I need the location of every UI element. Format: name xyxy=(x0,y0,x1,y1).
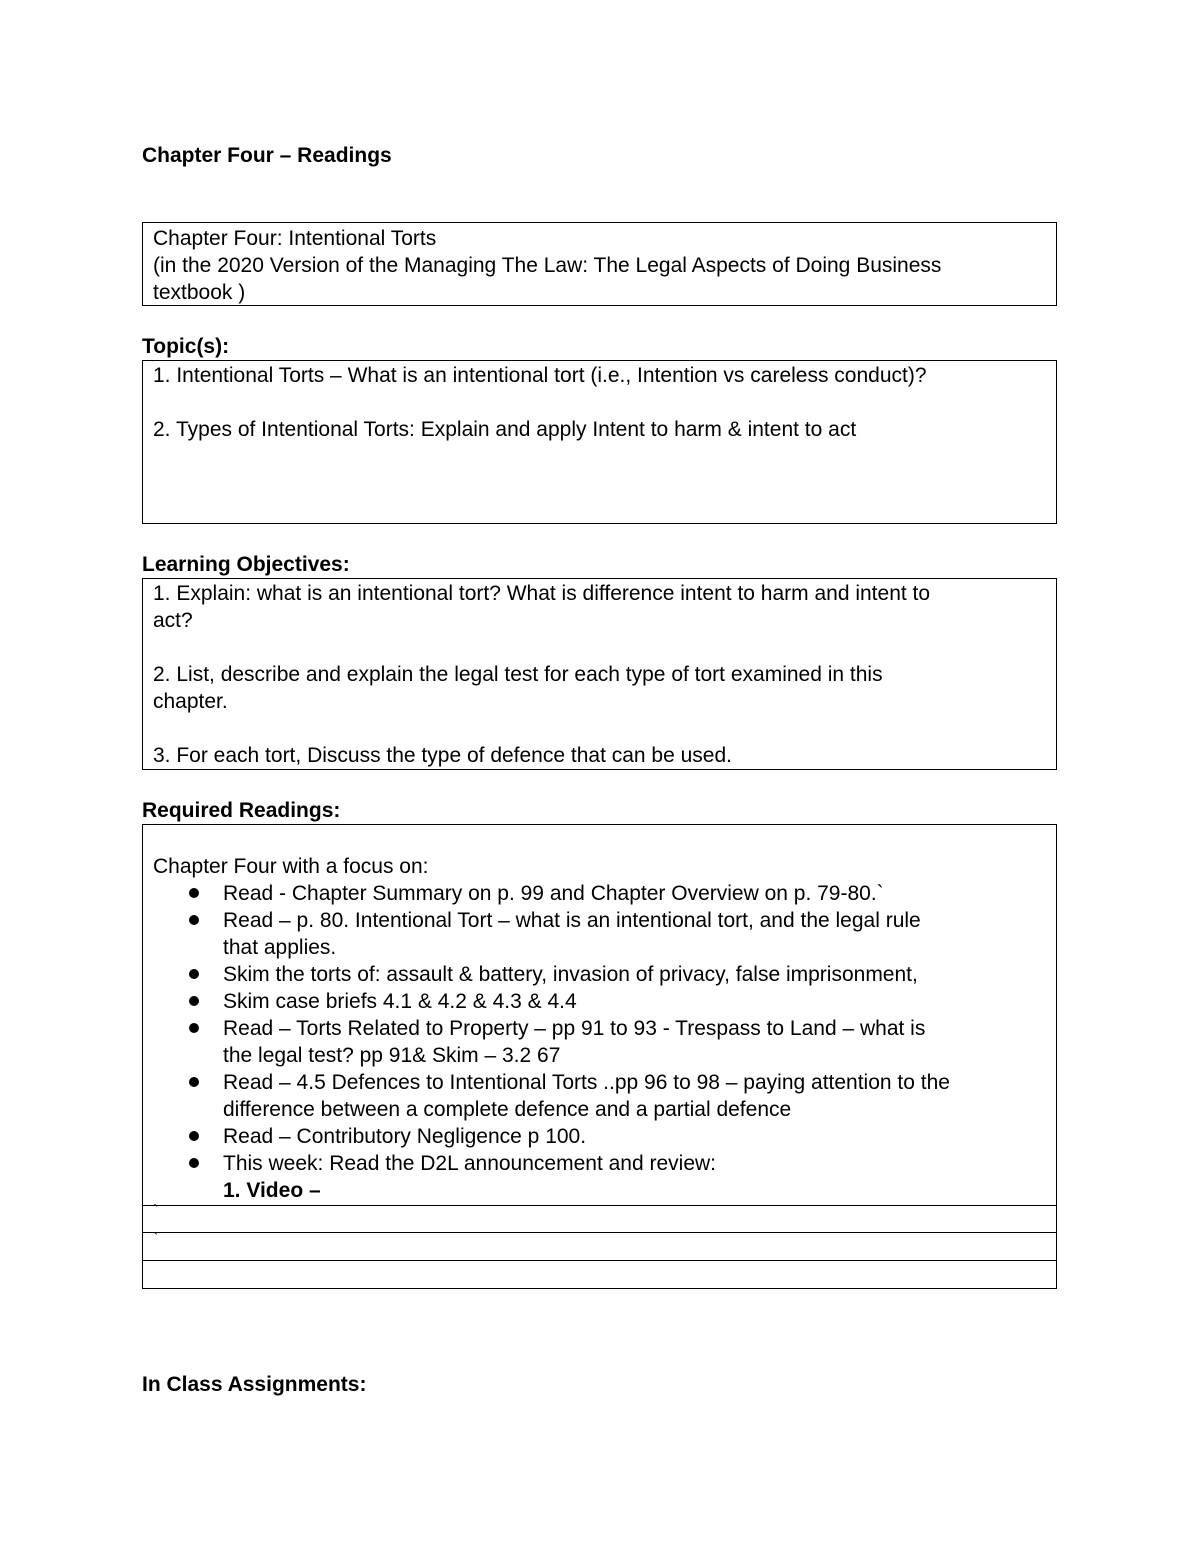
objectives-heading: Learning Objectives: xyxy=(142,553,350,576)
list-item xyxy=(223,1069,1056,1123)
bullet-icon xyxy=(189,969,199,979)
objective-line: 1. Explain: what is an intentional tort? What is difference intent to harm and intent to xyxy=(153,582,931,605)
list-item xyxy=(223,880,1056,907)
objectives-box xyxy=(142,578,1057,770)
topics-heading: Topic(s): xyxy=(142,335,230,358)
bullet-icon xyxy=(189,1158,199,1168)
topics-box xyxy=(142,360,1057,524)
bullet-icon xyxy=(189,1077,199,1087)
assignments-heading: In Class Assignments: xyxy=(142,1373,367,1396)
table-row xyxy=(142,1261,1057,1289)
chapter-line: textbook ) xyxy=(153,281,246,304)
readings-list xyxy=(153,880,1056,1177)
readings-box xyxy=(142,824,1057,1206)
list-item-text: the legal test? pp 91& Skim – 3.2 67 xyxy=(223,1044,561,1067)
list-item xyxy=(223,1123,1056,1150)
table-row: ` xyxy=(142,1205,1057,1233)
bullet-icon xyxy=(189,996,199,1006)
chapter-line: (in the 2020 Version of the Managing The Law: The Legal Aspects of Doing Business xyxy=(153,254,942,277)
list-item-text: Skim the torts of: assault & battery, invasion of privacy, false imprisonment, xyxy=(223,963,918,986)
chapter-info-box xyxy=(142,222,1057,306)
table-row: ` xyxy=(142,1233,1057,1261)
video-item: 1. Video – xyxy=(223,1179,321,1202)
list-item-text: Read – Torts Related to Property – pp 91 to 93 - Trespass to Land – what is xyxy=(223,1017,926,1040)
list-item xyxy=(223,988,1056,1015)
list-item-text: Read – 4.5 Defences to Intentional Torts ..pp 96 to 98 – paying attention to the xyxy=(223,1071,950,1094)
bullet-icon xyxy=(189,1023,199,1033)
page-title: Chapter Four – Readings xyxy=(142,144,392,167)
list-item-text: Read - Chapter Summary on p. 99 and Chapter Overview on p. 79-80.` xyxy=(223,882,884,905)
list-item xyxy=(223,907,1056,961)
chapter-line: Chapter Four: Intentional Torts xyxy=(153,227,437,250)
topic-item: 1. Intentional Torts – What is an intentional tort (i.e., Intention vs careless conduct)? xyxy=(153,364,927,387)
list-item-text: This week: Read the D2L announcement and review: xyxy=(223,1152,717,1175)
list-item xyxy=(223,961,1056,988)
list-item xyxy=(223,1015,1056,1069)
bullet-icon xyxy=(189,915,199,925)
list-item xyxy=(223,1150,1056,1177)
objective-line: act? xyxy=(153,609,193,632)
topic-item: 2. Types of Intentional Torts: Explain and apply Intent to harm & intent to act xyxy=(153,418,857,441)
objective-line: 2. List, describe and explain the legal test for each type of tort examined in this xyxy=(153,663,883,686)
objective-line: chapter. xyxy=(153,690,228,713)
list-item-text: difference between a complete defence and a partial defence xyxy=(223,1098,792,1121)
bullet-icon xyxy=(189,1131,199,1141)
list-item-text: Read – p. 80. Intentional Tort – what is an intentional tort, and the legal rule xyxy=(223,909,921,932)
bullet-icon xyxy=(189,888,199,898)
readings-heading: Required Readings: xyxy=(142,799,341,822)
list-item-text: Skim case briefs 4.1 & 4.2 & 4.3 & 4.4 xyxy=(223,990,577,1013)
list-item-text: Read – Contributory Negligence p 100. xyxy=(223,1125,587,1148)
objective-line: 3. For each tort, Discuss the type of defence that can be used. xyxy=(153,744,732,767)
readings-intro: Chapter Four with a focus on: xyxy=(153,855,429,878)
list-item-text: that applies. xyxy=(223,936,337,959)
